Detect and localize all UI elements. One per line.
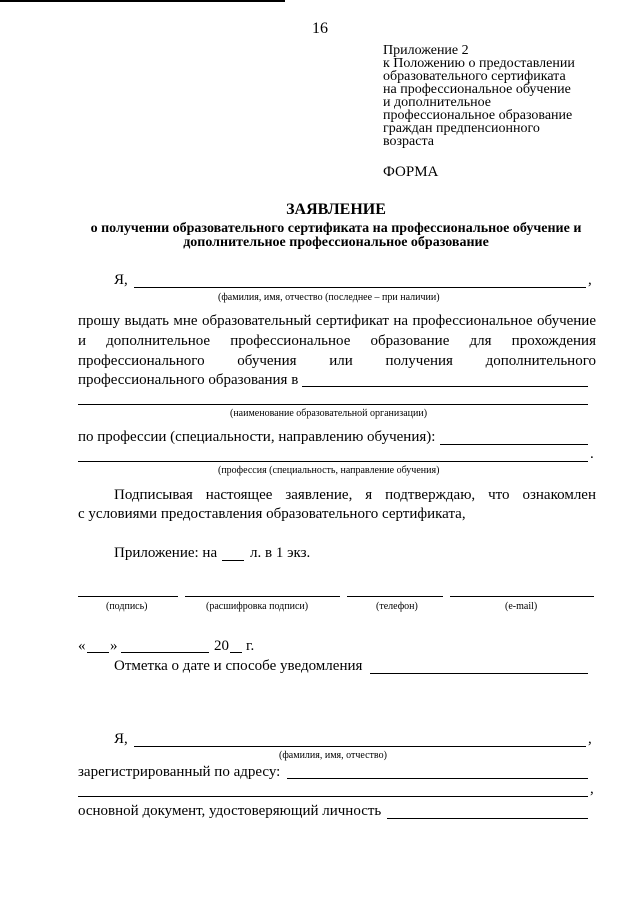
date-year-field[interactable] — [230, 652, 242, 653]
second-applicant-comma: , — [588, 731, 592, 747]
phone-caption: (телефон) — [376, 601, 418, 612]
date-open-quote: « — [78, 638, 86, 654]
attachment-pages-field[interactable] — [222, 560, 244, 561]
address-label: зарегистрированный по адресу: — [78, 764, 281, 780]
date-year-prefix: 20 — [214, 638, 229, 654]
signature-caption: (подпись) — [106, 601, 148, 612]
profession-caption: (профессия (специальность, направление обучения) — [218, 465, 440, 476]
signature-transcript-field[interactable] — [185, 596, 340, 597]
identity-document-label: основной документ, удостоверяющий личность — [78, 803, 382, 819]
notification-field[interactable] — [370, 673, 588, 674]
second-applicant-name-caption: (фамилия, имя, отчество) — [279, 750, 387, 761]
applicant-ya-label: Я, — [114, 272, 128, 288]
appendix-line: профессиональное образование — [383, 108, 573, 123]
appendix-line: на профессиональное обучение — [383, 82, 571, 97]
document-title: ЗАЯВЛЕНИЕ — [286, 201, 386, 218]
request-line-1: прошу выдать мне образовательный сертификат на профессиональное обучение — [78, 313, 596, 329]
applicant-name-field[interactable] — [134, 287, 586, 288]
date-month-field[interactable] — [121, 652, 209, 653]
profession-field-2[interactable] — [78, 461, 588, 462]
applicant-comma: , — [588, 272, 592, 288]
date-close-quote: » — [110, 638, 118, 654]
second-applicant-ya-label: Я, — [114, 731, 128, 747]
document-subtitle: о получении образовательного сертификата на профессиональное обучение и дополнительное профессиональное образование — [90, 221, 582, 250]
organization-field-1[interactable] — [302, 386, 588, 387]
address-field-1[interactable] — [287, 778, 588, 779]
signature-field[interactable] — [78, 596, 178, 597]
applicant-name-caption: (фамилия, имя, отчество (последнее – при наличии) — [218, 292, 440, 303]
profession-period: . — [590, 446, 594, 462]
identity-document-field[interactable] — [387, 818, 588, 819]
form-label: ФОРМА — [383, 164, 439, 180]
organization-caption: (наименование образовательной организации) — [230, 408, 428, 419]
page-number: 16 — [312, 20, 328, 37]
request-line-2: и дополнительное профессиональное образование для прохождения — [78, 333, 596, 349]
attachment-prefix: Приложение: на — [114, 545, 218, 561]
notification-label: Отметка о дате и способе уведомления — [114, 658, 363, 674]
confirm-line-1: Подписывая настоящее заявление, я подтверждаю, что ознакомлен — [114, 487, 596, 503]
appendix-line: возраста — [383, 134, 434, 149]
top-border-rule — [0, 0, 285, 2]
profession-label: по профессии (специальности, направлению обучения): — [78, 429, 436, 445]
request-line-4: профессионального образования в — [78, 372, 299, 388]
email-caption: (e-mail) — [505, 601, 538, 612]
date-day-field[interactable] — [87, 652, 109, 653]
appendix-line: образовательного сертификата — [383, 69, 566, 84]
appendix-block — [383, 44, 575, 148]
signature-transcript-caption: (расшифровка подписи) — [206, 601, 309, 612]
date-year-suffix: г. — [246, 638, 255, 654]
confirm-line-2: с условиями предоставления образовательного сертификата, — [78, 506, 466, 522]
appendix-line: граждан предпенсионного — [383, 121, 540, 136]
appendix-line: и дополнительное — [383, 95, 491, 110]
appendix-line: к Положению о предоставлении — [383, 56, 575, 71]
phone-field[interactable] — [347, 596, 443, 597]
request-line-3: профессионального обучения или получения дополнительного — [78, 353, 596, 369]
attachment-suffix: л. в 1 экз. — [250, 545, 311, 561]
address-comma: , — [590, 781, 594, 797]
profession-field-1[interactable] — [440, 444, 588, 445]
address-field-2[interactable] — [78, 796, 588, 797]
email-field[interactable] — [450, 596, 594, 597]
appendix-line: Приложение 2 — [383, 43, 469, 58]
organization-field-2[interactable] — [78, 404, 588, 405]
second-applicant-name-field[interactable] — [134, 746, 586, 747]
